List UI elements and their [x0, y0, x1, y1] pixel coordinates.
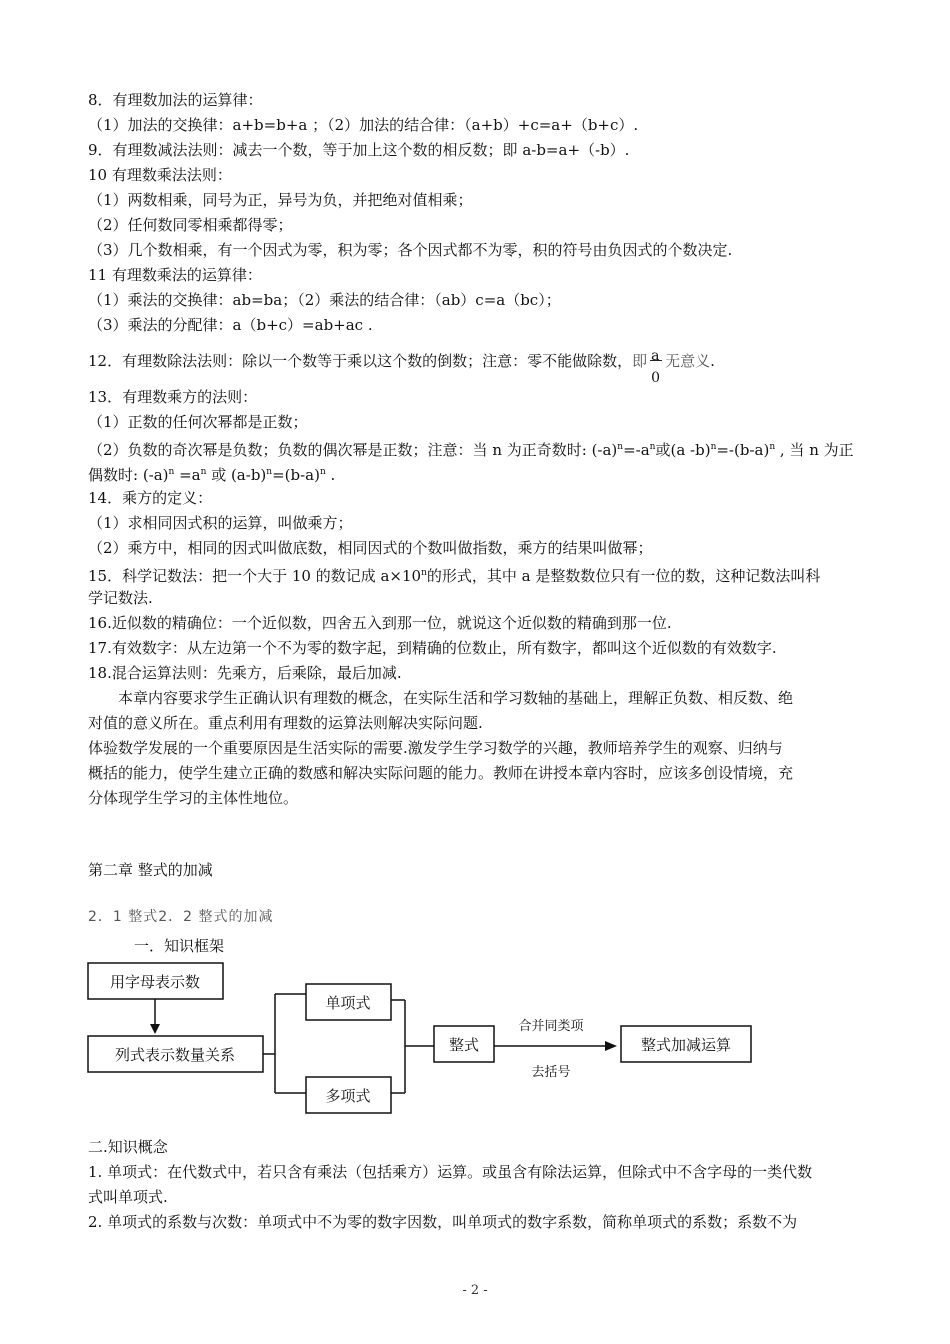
text-segment: =-(b-a): [716, 441, 770, 459]
arrow-right-icon: [605, 1041, 617, 1051]
text-line-power-rule: [88, 437, 854, 460]
text-segment: .: [325, 466, 336, 484]
text-line: 1. 单项式：在代数式中，若只含有乘法（包括乘方）运算。或虽含有除法运算，但除式中不含字母的一类代数: [88, 1163, 813, 1181]
fraction-denominator: 0: [651, 370, 661, 386]
text-line: 分体现学生学习的主体性地位。: [88, 789, 299, 807]
text-segment: 偶数时: (-a): [88, 466, 169, 484]
box-label: 多项式: [325, 1087, 371, 1105]
superscript: n: [200, 467, 207, 477]
text-line: 式叫单项式.: [88, 1188, 168, 1206]
text-line: （1）两数相乘，同号为正，异号为负，并把绝对值相乘；: [88, 191, 473, 209]
text-line-scientific-notation: [88, 563, 820, 586]
text-line-division-rule: [88, 344, 715, 386]
text-segment: =-a: [623, 441, 650, 459]
section-heading: 2．1 整式2．2 整式的加减: [88, 909, 274, 925]
box-label: 列式表示数量关系: [114, 1046, 236, 1064]
text-line: （2）乘方中，相同的因式叫做底数，相同因式的个数叫做指数，乘方的结果叫做幂；: [88, 539, 653, 557]
text-line: （3）乘法的分配律：a（b+c）=ab+ac .: [88, 316, 373, 334]
text-line: 2. 单项式的系数与次数：单项式中不为零的数字因数，叫单项式的数字系数，简称单项式的系数；系数不为: [88, 1213, 798, 1231]
text-segment: 即: [632, 352, 648, 370]
arrow-label-bottom: 去括号: [531, 1065, 571, 1080]
box-label: 整式: [448, 1036, 480, 1054]
superscript: n: [319, 467, 326, 477]
text-segment: 的形式，其中 a 是整数数位只有一位的数，这种记数法叫科: [426, 567, 821, 585]
text-line: （1）乘法的交换律：ab=ba；（2）乘法的结合律：（ab）c=a（bc）；: [88, 291, 561, 309]
knowledge-framework-diagram: [85, 960, 765, 1120]
text-line: 本章内容要求学生正确认识有理数的概念，在实际生活和学习数轴的基础上，理解正负数、相反数、绝: [118, 689, 794, 707]
text-segment: （2）负数的奇次幂是负数；负数的偶次幂是正数；注意：当 n 为正奇数时: (-a): [88, 441, 618, 459]
text-line: 对值的意义所在。重点利用有理数的运算法则解决实际问题.: [88, 714, 483, 732]
text-segment: 15．科学记数法：把一个大于 10 的数记成 a×10: [88, 567, 422, 585]
text-line: 10 有理数乘法法则：: [88, 166, 232, 184]
text-line: （1）正数的任何次幂都是正数；: [88, 413, 308, 431]
page-number: - 2 -: [462, 1283, 488, 1298]
arrow-down-icon: [150, 1024, 160, 1034]
superscript: n: [266, 467, 273, 477]
box-label: 用字母表示数: [109, 973, 201, 991]
text-line: 概括的能力，使学生建立正确的数感和解决实际问题的能力。教师在讲授本章内容时，应该多创设情境，充: [88, 764, 794, 782]
box-label: 单项式: [325, 994, 371, 1012]
fraction-a-over-0: [649, 343, 663, 386]
text-line: 14．乘方的定义：: [88, 489, 213, 507]
text-line: （3）几个数相乘，有一个因式为零，积为零；各个因式都不为零，积的符号由负因式的个数决定.: [88, 241, 733, 259]
text-line: 17.有效数字：从左边第一个不为零的数字起，到精确的位数止，所有数字，都叫这个近似数的有效数字.: [88, 639, 777, 657]
text-segment: 无意义: [665, 352, 711, 370]
superscript: n: [769, 442, 776, 452]
text-line: 8．有理数加法的运算律：: [88, 91, 263, 109]
text-line: 学记数法.: [88, 589, 153, 607]
superscript: n: [649, 442, 656, 452]
text-line: 18.混合运算法则：先乘方，后乘除，最后加减.: [88, 664, 402, 682]
subsection-heading: 二.知识概念: [88, 1138, 168, 1156]
superscript: n: [168, 467, 175, 477]
text-line: （1）求相同因式积的运算，叫做乘方；: [88, 514, 353, 532]
text-segment: =(b-a): [272, 466, 320, 484]
text-segment: , 当 n 为正: [775, 441, 854, 459]
superscript: n: [617, 442, 624, 452]
text-segment: 或(a -b): [655, 441, 711, 459]
text-segment: =a: [174, 466, 201, 484]
text-line: （2）任何数同零相乘都得零；: [88, 216, 293, 234]
text-line: （1）加法的交换律：a+b=b+a ；（2）加法的结合律：（a+b）+c=a+（b+c）.: [88, 116, 639, 134]
text-segment: 12．有理数除法法则：除以一个数等于乘以这个数的倒数；注意：零不能做除数，: [88, 352, 633, 370]
text-line: 9．有理数减法法则：减去一个数，等于加上这个数的相反数；即 a-b=a+（-b）.: [88, 141, 630, 159]
text-line: 16.近似数的精确位：一个近似数，四舍五入到那一位，就说这个近似数的精确到那一位.: [88, 614, 672, 632]
fraction-numerator: a: [651, 348, 660, 364]
text-line-power-rule-cont: [88, 462, 335, 485]
box-label: 整式加减运算: [640, 1036, 732, 1054]
text-line: 体验数学发展的一个重要原因是生活实际的需要.激发学生学习数学的兴趣，教师培养学生的观察、归纳与: [88, 739, 783, 757]
text-line: 13．有理数乘方的法则：: [88, 388, 258, 406]
text-segment: 或 (a-b): [206, 466, 267, 484]
text-line: 11 有理数乘法的运算律：: [88, 266, 262, 284]
text-segment: .: [710, 352, 715, 370]
chapter-heading: 第二章 整式的加减: [88, 861, 213, 879]
superscript: n: [421, 568, 427, 578]
arrow-label-top: 合并同类项: [518, 1019, 584, 1034]
subsection-heading: 一．知识框架: [134, 937, 225, 955]
superscript: n: [710, 442, 717, 452]
